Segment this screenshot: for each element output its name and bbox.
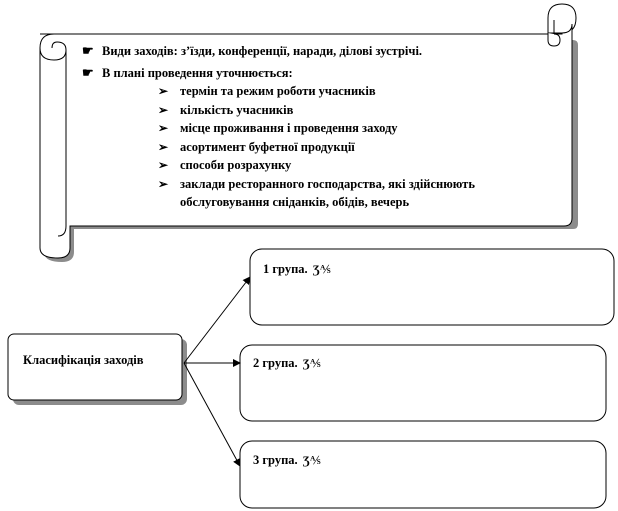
chevron-arrow-icon: ➢ (158, 176, 169, 191)
list-item: ➢ місце проживання і проведення заходу (158, 119, 475, 138)
list-item: ➢ термін та режим роботи учасників (158, 82, 475, 101)
chevron-arrow-icon: ➢ (158, 84, 169, 98)
pointing-hand-icon: ☛ (82, 43, 94, 58)
bullet-text: Види заходів: з’їзди, конференції, наради, ділові зустрічі. (102, 44, 423, 58)
group-box-3 (240, 441, 606, 508)
plan-details-list (158, 82, 475, 212)
group-mark: Ʒ⅍ (312, 262, 331, 276)
list-item: ➢ заклади ресторанного господарства, які здійснюють обслуговування сніданків, обідів, вечерь (158, 175, 475, 212)
arrow-to-group-1 (184, 277, 250, 363)
list-item: ➢ асортимент буфетної продукції (158, 138, 475, 157)
classification-label: Класифікація заходів (23, 353, 144, 367)
list-item: ➢ способи розрахунку (158, 156, 475, 175)
list-item-continuation: обслуговування сніданків, обідів, вечерь (180, 195, 410, 209)
bullet-plan (82, 64, 293, 82)
pointing-hand-icon: ☛ (82, 65, 94, 80)
chevron-arrow-icon: ➢ (158, 102, 169, 117)
group-label-3: 3 група. Ʒ⅍ (253, 453, 321, 467)
chevron-arrow-icon: ➢ (158, 139, 169, 154)
bullet-text: В плані проведення уточнюється: (102, 66, 293, 80)
group-label-2: 2 група. Ʒ⅍ (253, 356, 321, 370)
chevron-arrow-icon: ➢ (158, 158, 169, 172)
classification-box (8, 334, 187, 405)
arrow-to-group-3 (184, 363, 240, 466)
bullet-types (82, 42, 422, 60)
group-mark: Ʒ⅍ (302, 453, 321, 467)
list-item: ➢ кількість учасників (158, 101, 475, 120)
group-mark: Ʒ⅍ (302, 356, 321, 370)
group-label-1: 1 група. Ʒ⅍ (263, 262, 331, 276)
chevron-arrow-icon: ➢ (158, 121, 169, 135)
group-box-1 (250, 249, 614, 325)
